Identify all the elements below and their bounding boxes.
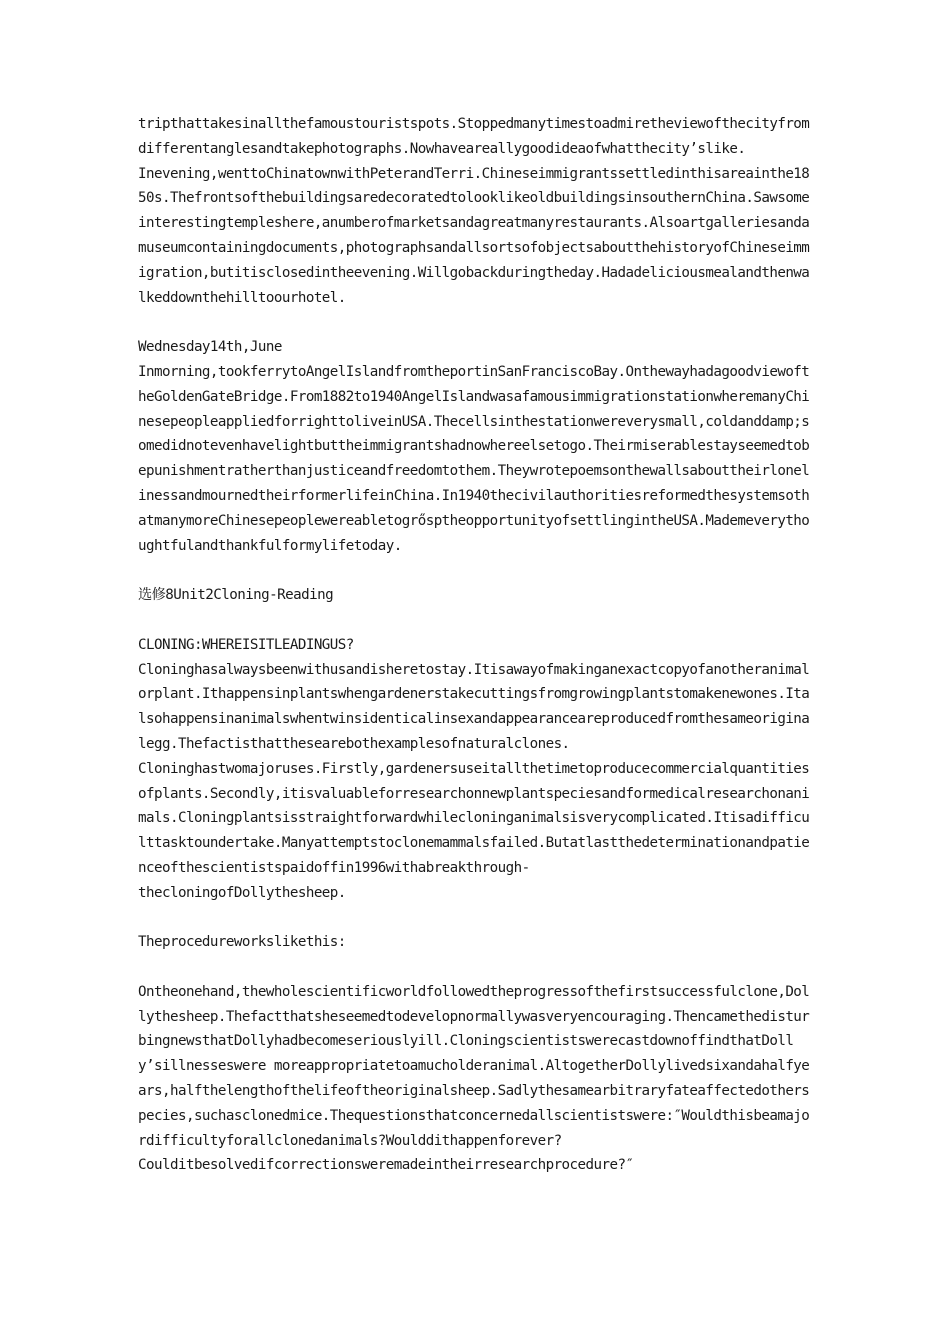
paragraph-chinatown: Inevening,wenttoChinatownwithPeterandTerri.Chineseimmigrantssettledinthisareainthe1850s.ThefrontsofthebuildingsaredecoratedtolooklikeoldbuildingsinsouthernChina.Sawsomeinterestingtempleshere,anumberofmarketsandagreatmanyrestaurants.Alsoartgalleriesandamuseumcontainingdocuments,photographsandallsortsofobjectsaboutthehistoryofChineseimmigration,butitisclosedintheevening.Willgobackduringtheday.Hadadeliciousmealandthenwalkeddownthehilltoourhotel. [138,165,810,306]
spacer [138,608,812,633]
paragraph-angel-island: Inmorning,tookferrytoAngelIslandfromtheportinSanFranciscoBay.OnthewayhadagoodviewoftheGoldenGateBridge.From1882to1940AngelIslandwasafamousimmigrationstationwheremanyChinesepeopleappliedforrighttoliveinUSA.Thecellsinthestationwereverysmall,coldanddamp;somedidnotevenhavelightbuttheimmigrantshadnowhereelsetogo.Theirmiserablestayseemedtobepunishmentratherthanjusticeandfreedomtothem.TheywrotepoemsonthewallsabouttheirlonelinessandmournedtheirformerlifeinChina.In1940thecivilauthoritiesreformedthesystemsothatmanymoreChinesepeoplewereabletogrősptheopportunityofsettlingintheUSA.Mademeverythoughtfulandthankfulformylifetoday. [138,363,810,554]
spacer [138,955,812,980]
document-page [138,112,812,1178]
procedure-line: Theprocedureworkslikethis: [138,934,346,951]
diary-date-heading: Wednesday14th,June [138,339,282,356]
spacer [138,558,812,583]
paragraph-cloning-dolly: thecloningofDollythesheep. [138,884,346,901]
paragraph-dolly-question: Coulditbesolvedifcorrectionsweremadeintheirresearchprocedure?″ [138,1157,634,1174]
spacer [138,906,812,931]
paragraph-cloning-intro: Cloninghasalwaysbeenwithusandisheretostay.Itisawayofmakinganexactcopyofanotheranimalorplant.Ithappensinplantswhengardenerstakecuttingsfromgrowingplantstomakenewones.Italsohappensinanimalswhentwinsidenticalinsexandappearanceareproducedfromthesameoriginalegg.Thefactisthatthesearebothexamplesofnaturalclones. [138,661,810,752]
paragraph-city-tour: tripthattakesinallthefamoustouristspots.Stoppedmanytimestoadmiretheviewofthecityfromdifferentanglesandtakephotographs.Nowhaveareallygoodideaofwhatthecity’slike. [138,116,810,157]
paragraph-dolly-progress: Ontheonehand,thewholescientificworldfollowedtheprogressofthefirstsuccessfulclone,Dollythesheep.Thefactthatsheseemedtodevelopnormallywasveryencouraging.ThencamethedisturbingnewsthatDollyhadbecomeseriouslyill.CloningscientistswerecastdownoffindthatDolly’sillnesseswere moreappropriatetoamucholderanimal.AltogetherDollylivedsixandahalfyears,halfthelengthofthelifeoftheoriginalsheep.Sadlythesamearbitraryfateaffectedotherspecies,suchasclonedmice.Thequestionsthatconcernedallscientistswere:″Wouldthisbeamajordifficultyforallclonedanimals?Woulddithappenforever? [138,983,810,1149]
spacer [138,310,812,335]
paragraph-cloning-uses: Cloninghastwomajoruses.Firstly,gardenersuseitallthetimetoproducecommercialquantitiesofplants.Secondly,itisvaluableforresearchonnewplantspeciesandformedicalresearchonanimals.Cloningplantsisstraightforwardwhilecloninganimalsisverycomplicated.Itisadifficulttasktoundertake.Manyattemptstoclonemammalsfailed.Butatlastthedeterminationandpatienceofthescientistspaidoffin1996withabreakthrough- [138,760,810,876]
article-title: CLONING:WHEREISITLEADINGUS? [138,636,354,653]
section-heading-unit: 选修8Unit2Cloning-Reading [138,587,334,604]
